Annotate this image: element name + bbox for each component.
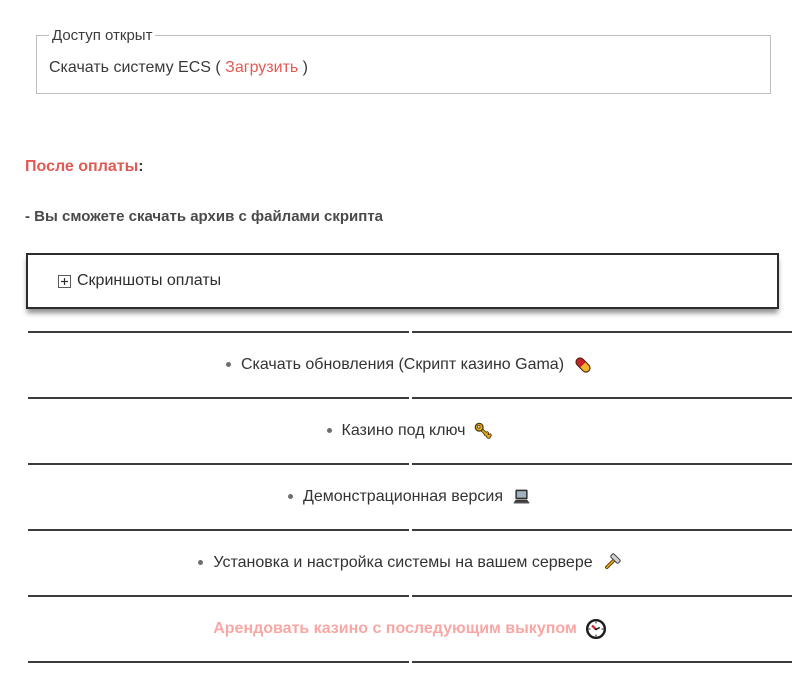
laptop-icon (511, 486, 532, 507)
bullet-dot (288, 494, 293, 499)
after-payment-note: - Вы сможете скачать архив с файлами скрипта (25, 208, 384, 225)
download-link[interactable]: Загрузить (225, 59, 299, 76)
list-item[interactable] (28, 333, 792, 398)
after-payment-colon: : (138, 158, 144, 175)
list-item[interactable] (28, 399, 792, 464)
bullet-dot (327, 428, 332, 433)
expand-plus-icon[interactable] (58, 275, 71, 288)
list-item-label: Демонстрационная версия (303, 487, 503, 505)
after-payment-title: После оплаты (25, 158, 139, 175)
list-item-label: Установка и настройка системы на вашем сервере (213, 553, 593, 571)
rent-casino-link[interactable] (28, 597, 792, 662)
list-item-label: Арендовать казино с последующим выкупом (213, 619, 577, 637)
services-list (28, 331, 792, 663)
list-item-label: Казино под ключ (341, 421, 466, 439)
access-open-box (36, 27, 771, 94)
bullet-dot (226, 362, 231, 367)
screenshots-panel[interactable] (26, 253, 779, 309)
hammer-icon (601, 552, 622, 573)
key-icon (473, 421, 493, 441)
bullet-dot (198, 560, 203, 565)
separator (28, 661, 792, 663)
download-system-text: Скачать систему ECS ( (49, 59, 226, 76)
after-payment-heading (25, 159, 807, 175)
pill-icon (572, 354, 594, 376)
download-system-text-close: ) (298, 59, 309, 76)
list-item[interactable] (28, 465, 792, 530)
list-item-label: Скачать обновления (Скрипт казино Gama) (240, 355, 565, 373)
access-open-legend: Доступ открыт (52, 27, 153, 44)
list-item[interactable] (28, 531, 792, 596)
screenshots-panel-label: Скриншоты оплаты (77, 272, 222, 289)
clock-icon (585, 618, 607, 640)
download-system-line (49, 59, 760, 77)
